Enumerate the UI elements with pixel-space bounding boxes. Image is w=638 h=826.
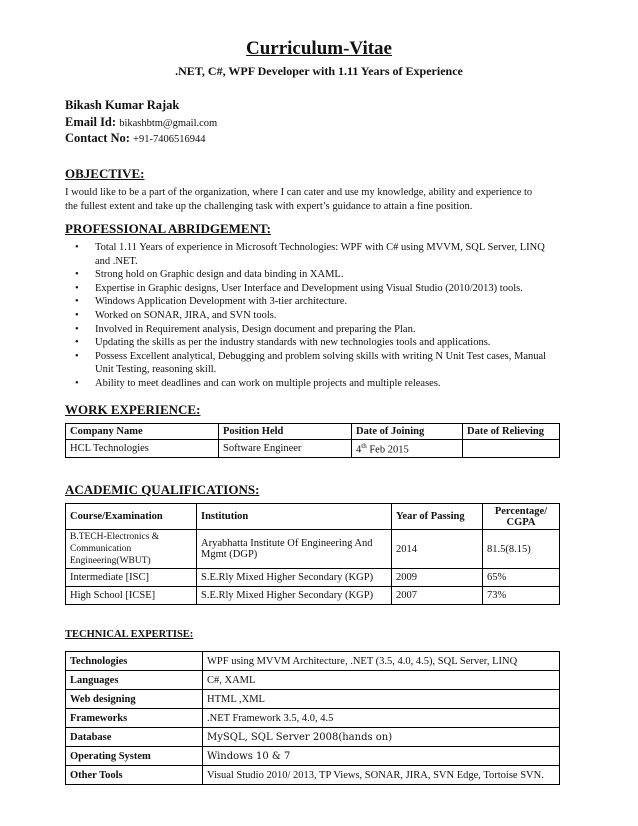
contact-label: Contact No: (65, 131, 130, 145)
course-cell: B.TECH-Electronics & Communication Engineering(WBUT) (66, 530, 197, 569)
objective-heading: OBJECTIVE: (65, 166, 145, 181)
objective-text (65, 186, 555, 214)
skill-label: Database (66, 728, 203, 747)
bullet-icon: • (75, 269, 79, 281)
list-item: • Windows Application Development with 3-tier architecture. (75, 296, 348, 308)
abridgement-list (65, 241, 555, 391)
list-item: • Involved in Requirement analysis, Design document and preparing the Plan. (75, 323, 416, 335)
skill-value: MySQL, SQL Server 2008(hands on) (203, 728, 560, 747)
institution-cell: S.E.Rly Mixed Higher Secondary (KGP) (197, 587, 392, 605)
institution-cell: S.E.Rly Mixed Higher Secondary (KGP) (197, 569, 392, 587)
percentage-cell: 81.5(8.15) (483, 530, 560, 569)
table-row (66, 530, 560, 569)
institution-cell: Aryabhatta Institute Of Engineering And Mgmt (DGP) (197, 530, 392, 569)
bullet-icon: • (75, 337, 79, 349)
course-cell: Intermediate [ISC] (66, 569, 197, 587)
technical-heading: TECHNICAL EXPERTISE: (65, 629, 194, 640)
list-item: • Worked on SONAR, JIRA, and SVN tools. (75, 309, 277, 321)
percentage-cell: 65% (483, 569, 560, 587)
skill-label: Operating System (66, 747, 203, 766)
table-row (66, 652, 560, 671)
page-title: Curriculum-Vitae (246, 38, 392, 59)
bullet-icon: • (75, 296, 79, 308)
technical-table (65, 651, 560, 785)
column-header: Date of Relieving (463, 424, 560, 440)
email-label: Email Id: (65, 115, 117, 129)
skill-label: Technologies (66, 652, 203, 671)
list-item: • Ability to meet deadlines and can work on multiple projects and multiple releases. (75, 377, 441, 389)
academic-table (65, 503, 560, 605)
academic-heading: ACADEMIC QUALIFICATIONS: (65, 482, 260, 497)
column-header: Course/Examination (66, 504, 197, 530)
column-header: Percentage/ CGPA (483, 504, 560, 530)
list-item: • Strong hold on Graphic design and data binding in XAML. (75, 269, 344, 281)
bullet-icon: • (75, 309, 79, 321)
skill-value: C#, XAML (203, 671, 560, 690)
contact-value: +91-7406516944 (133, 134, 206, 145)
skill-value: WPF using MVVM Architecture, .NET (3.5, 4.0, 4.5), SQL Server, LINQ (203, 652, 560, 671)
skill-label: Frameworks (66, 709, 203, 728)
list-item: • Expertise in Graphic designs, User Interface and Development using Visual Studio (2010/2013) tools. (75, 282, 523, 294)
table-row (66, 440, 560, 458)
column-header: Position Held (219, 424, 352, 440)
column-header: Institution (197, 504, 392, 530)
list-item: • Possess Excellent analytical, Debugging and problem solving skills with writing N Unit Test cases, Manual Unit Testing, reasoning skill. (75, 350, 547, 376)
bullet-icon: • (75, 377, 79, 389)
column-header: Year of Passing (392, 504, 483, 530)
skill-value: .NET Framework 3.5, 4.0, 4.5 (203, 709, 560, 728)
table-row (66, 747, 560, 766)
bullet-icon: • (75, 323, 79, 335)
skill-value: Windows 10 & 7 (203, 747, 560, 766)
bullet-icon: • (75, 282, 79, 294)
company-cell: HCL Technologies (66, 440, 219, 458)
email-value: bikashbtm@gmail.com (119, 118, 218, 129)
course-cell: High School [ICSE] (66, 587, 197, 605)
email-line (65, 115, 217, 130)
year-cell: 2014 (392, 530, 483, 569)
year-cell: 2007 (392, 587, 483, 605)
list-item: • Total 1.11 Years of experience in Microsoft Technologies: WPF with C# using MVVM, SQL Server, LINQ and .NET. (75, 242, 545, 267)
page-subtitle: .NET, C#, WPF Developer with 1.11 Years of Experience (175, 64, 463, 78)
candidate-name: Bikash Kumar Rajak (65, 98, 180, 112)
skill-value: HTML ,XML (203, 690, 560, 709)
abridgement-heading: PROFESSIONAL ABRIDGEMENT: (65, 221, 271, 236)
relieving-cell (463, 440, 560, 458)
table-row (66, 766, 560, 785)
column-header: Date of Joining (352, 424, 463, 440)
column-header: Company Name (66, 424, 219, 440)
table-header-row (66, 504, 560, 530)
bullet-icon: • (75, 242, 79, 253)
table-row (66, 671, 560, 690)
percentage-cell: 73% (483, 587, 560, 605)
skill-label: Other Tools (66, 766, 203, 785)
year-cell: 2009 (392, 569, 483, 587)
table-row (66, 709, 560, 728)
work-heading: WORK EXPERIENCE: (65, 402, 201, 417)
table-row (66, 728, 560, 747)
table-row (66, 587, 560, 605)
table-row (66, 690, 560, 709)
skill-value: Visual Studio 2010/ 2013, TP Views, SONAR, JIRA, SVN Edge, Tortoise SVN. (203, 766, 560, 785)
skill-label: Web designing (66, 690, 203, 709)
list-item: • Updating the skills as per the industry standards with new technologies tools and applications. (75, 337, 491, 349)
table-header-row (66, 424, 560, 440)
objective-line-1: I would like to be a part of the organization, where I can cater and use my knowledge, ability and experience to (65, 187, 533, 198)
work-table (65, 423, 560, 458)
skill-label: Languages (66, 671, 203, 690)
contact-line (65, 131, 205, 146)
table-row (66, 569, 560, 587)
position-cell: Software Engineer (219, 440, 352, 458)
objective-line-2: the fullest extent and take up the challenging task with expert’s guidance to attain a fine position. (65, 201, 473, 212)
joining-cell: 4th Feb 2015 (352, 440, 463, 458)
bullet-icon: • (75, 350, 79, 362)
